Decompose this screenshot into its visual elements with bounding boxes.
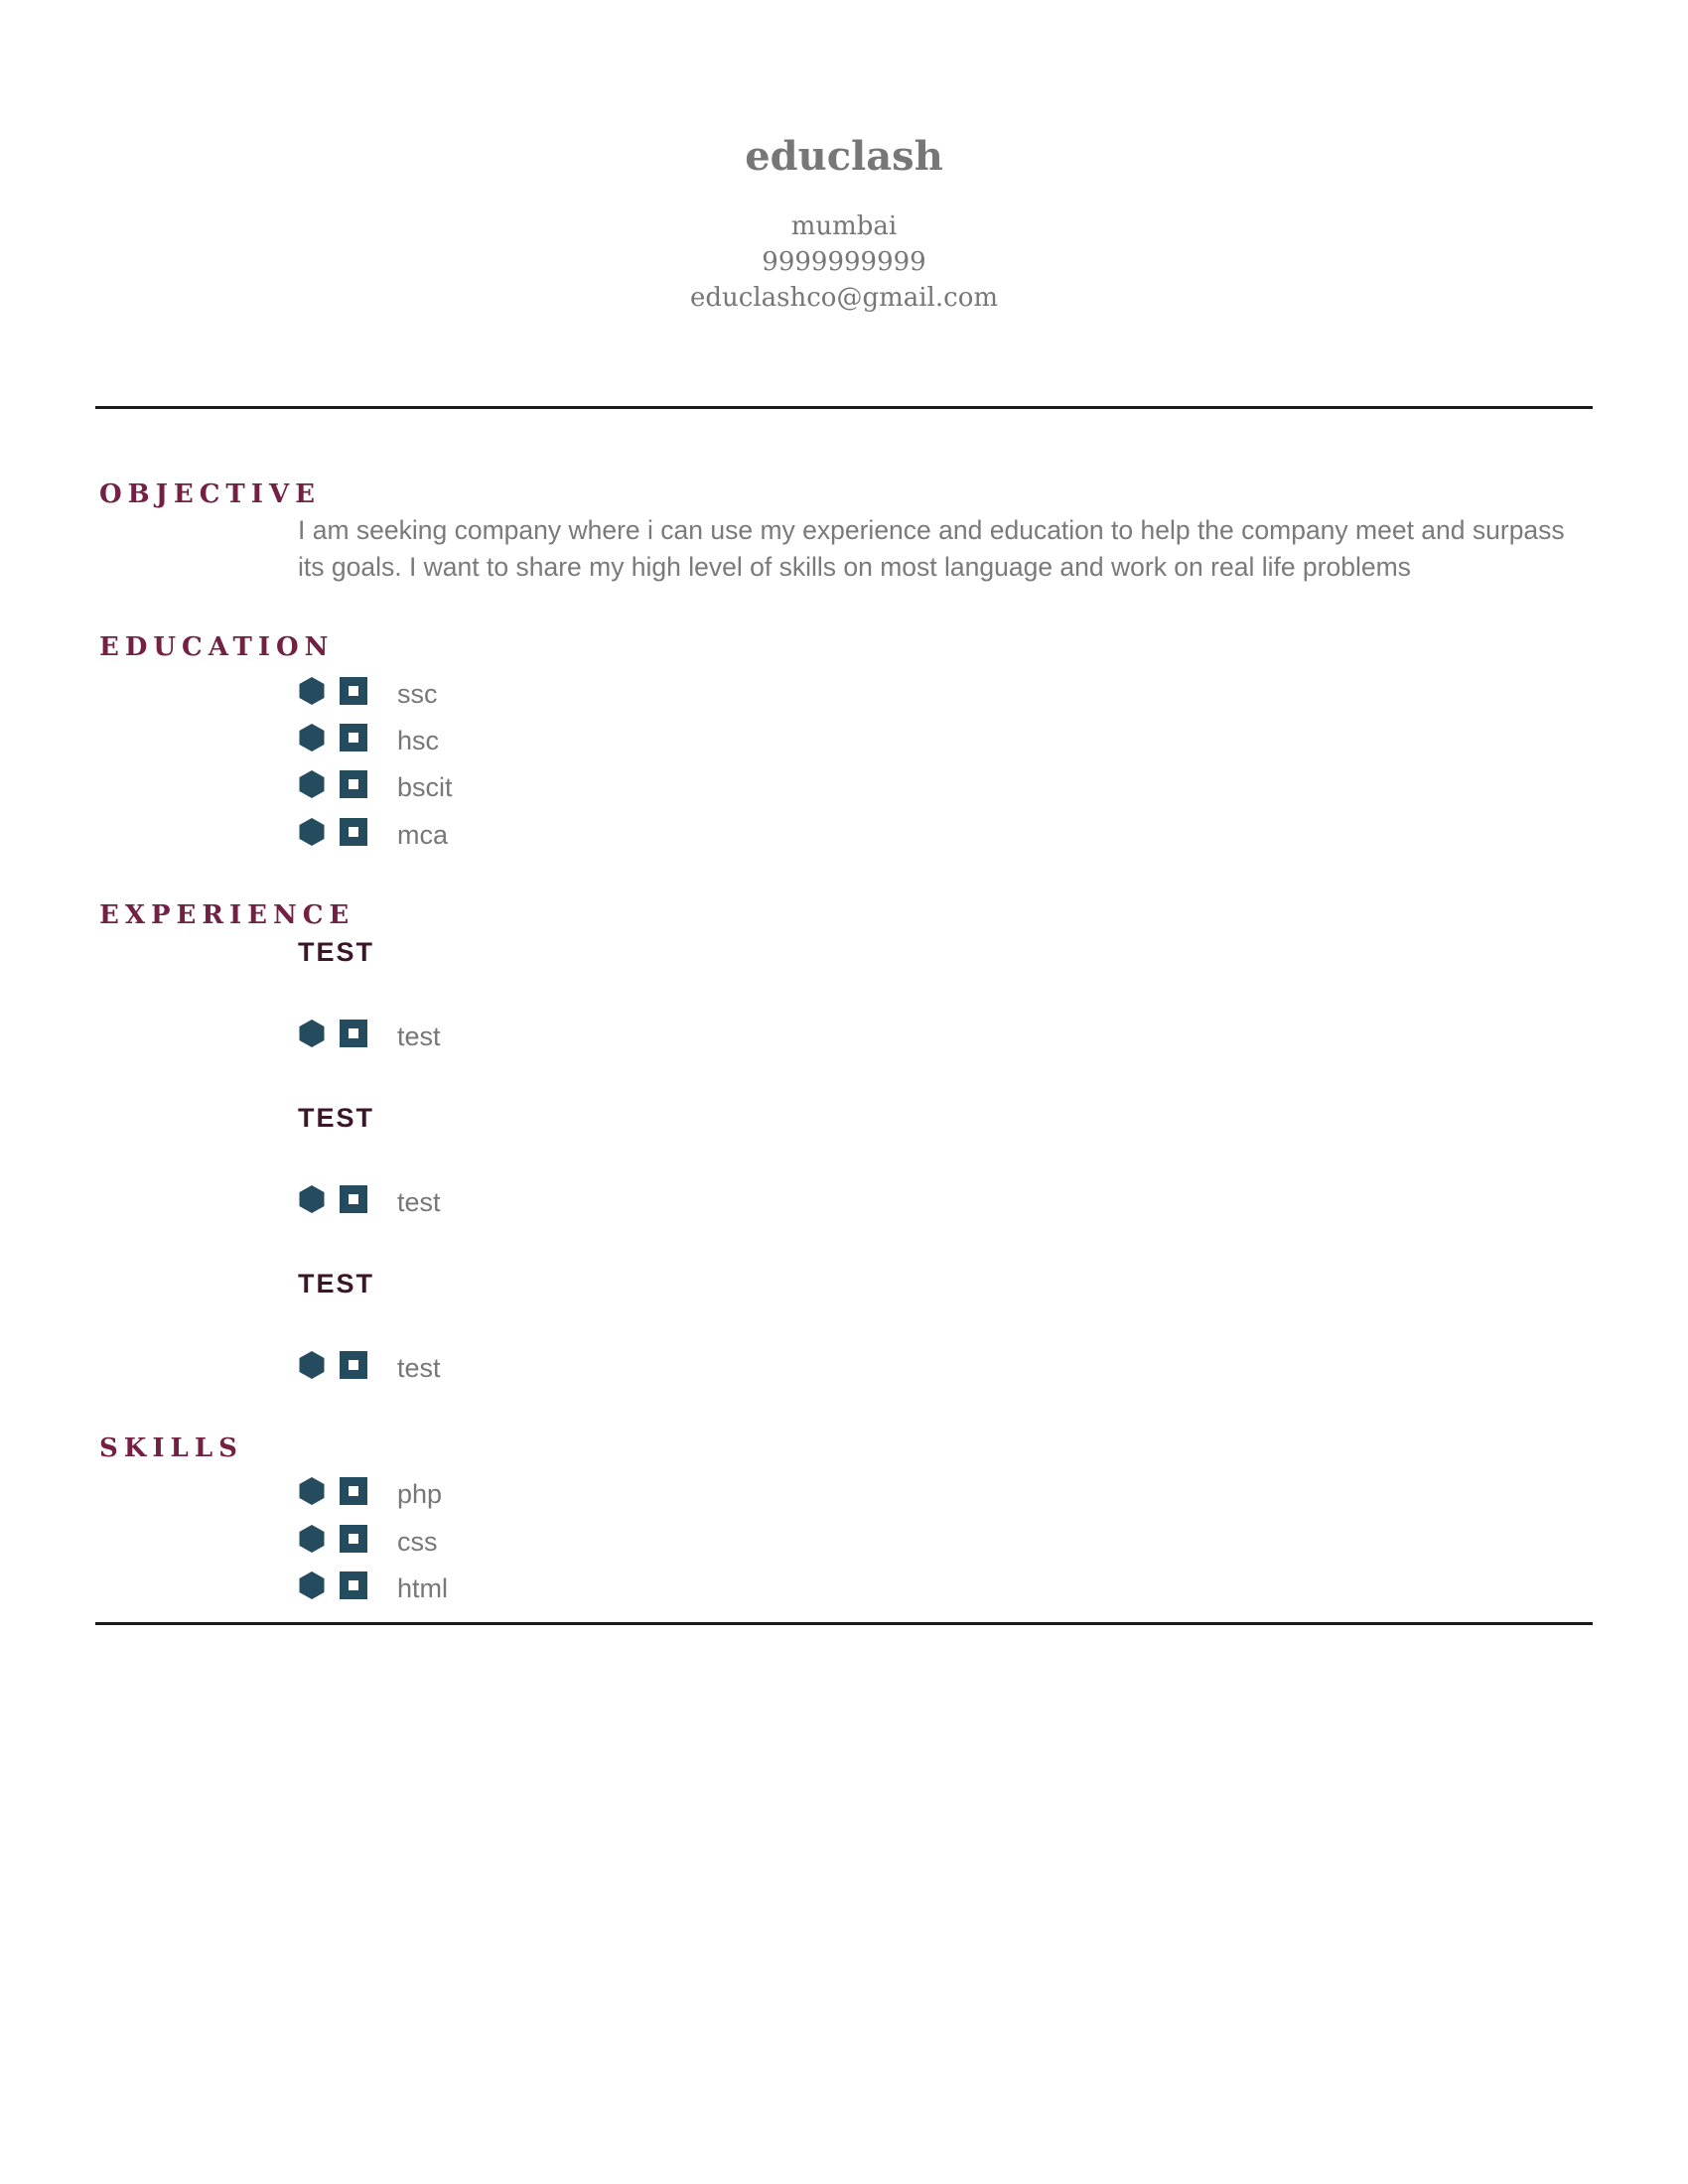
candidate-name: educlash	[745, 133, 943, 180]
square-box-icon	[340, 1351, 367, 1379]
hexagon-icon	[298, 723, 326, 752]
education-label: mca	[397, 820, 449, 850]
experience-item	[298, 1345, 441, 1385]
hexagon-icon	[298, 1570, 326, 1600]
square-box-icon	[340, 1020, 367, 1047]
education-item	[298, 812, 448, 852]
section-title-skills: SKILLS	[99, 1433, 243, 1463]
contact-block	[0, 208, 1688, 316]
skill-item	[298, 1471, 442, 1511]
contact-phone: 9999999999	[762, 247, 926, 277]
square-box-icon	[340, 1185, 367, 1213]
contact-email: educlashco@gmail.com	[689, 283, 999, 313]
footer-divider	[95, 1622, 1593, 1625]
education-item	[298, 718, 439, 757]
square-box-icon	[340, 1571, 367, 1599]
experience-item	[298, 1014, 441, 1053]
hexagon-icon	[298, 1524, 326, 1554]
hexagon-icon	[298, 769, 326, 799]
skill-item	[298, 1519, 438, 1559]
education-label: ssc	[397, 679, 438, 709]
section-title-experience: EXPERIENCE	[99, 900, 355, 930]
hexagon-icon	[298, 817, 326, 847]
square-box-icon	[340, 818, 367, 846]
hexagon-icon	[298, 1184, 326, 1214]
experience-detail: test	[397, 1022, 441, 1051]
contact-city: mumbai	[790, 211, 898, 241]
square-box-icon	[340, 1525, 367, 1553]
education-item	[298, 764, 453, 804]
education-label: hsc	[397, 726, 440, 755]
objective-text: I am seeking company where i can use my experience and education to help the company meet and surpass its goals. I want to share my high level of skills on most language and work on real life problems	[298, 515, 1565, 582]
section-title-education: EDUCATION	[99, 632, 335, 662]
resume-header	[0, 127, 1688, 316]
education-item	[298, 671, 438, 711]
square-box-icon	[340, 677, 367, 705]
skill-label: css	[397, 1527, 438, 1557]
square-box-icon	[340, 724, 367, 751]
skill-label: php	[397, 1479, 443, 1509]
hexagon-icon	[298, 676, 326, 706]
header-divider	[95, 406, 1593, 409]
hexagon-icon	[298, 1350, 326, 1380]
section-title-objective: OBJECTIVE	[99, 479, 321, 509]
job-title: TEST	[298, 937, 375, 967]
hexagon-icon	[298, 1019, 326, 1048]
skill-item	[298, 1566, 448, 1605]
experience-detail: test	[397, 1187, 441, 1217]
education-label: bscit	[397, 772, 453, 802]
job-title: TEST	[298, 1269, 375, 1298]
experience-detail: test	[397, 1353, 441, 1383]
hexagon-icon	[298, 1476, 326, 1506]
square-box-icon	[340, 1477, 367, 1505]
job-title: TEST	[298, 1103, 375, 1133]
experience-item	[298, 1179, 441, 1219]
skill-label: html	[397, 1573, 449, 1603]
square-box-icon	[340, 770, 367, 798]
